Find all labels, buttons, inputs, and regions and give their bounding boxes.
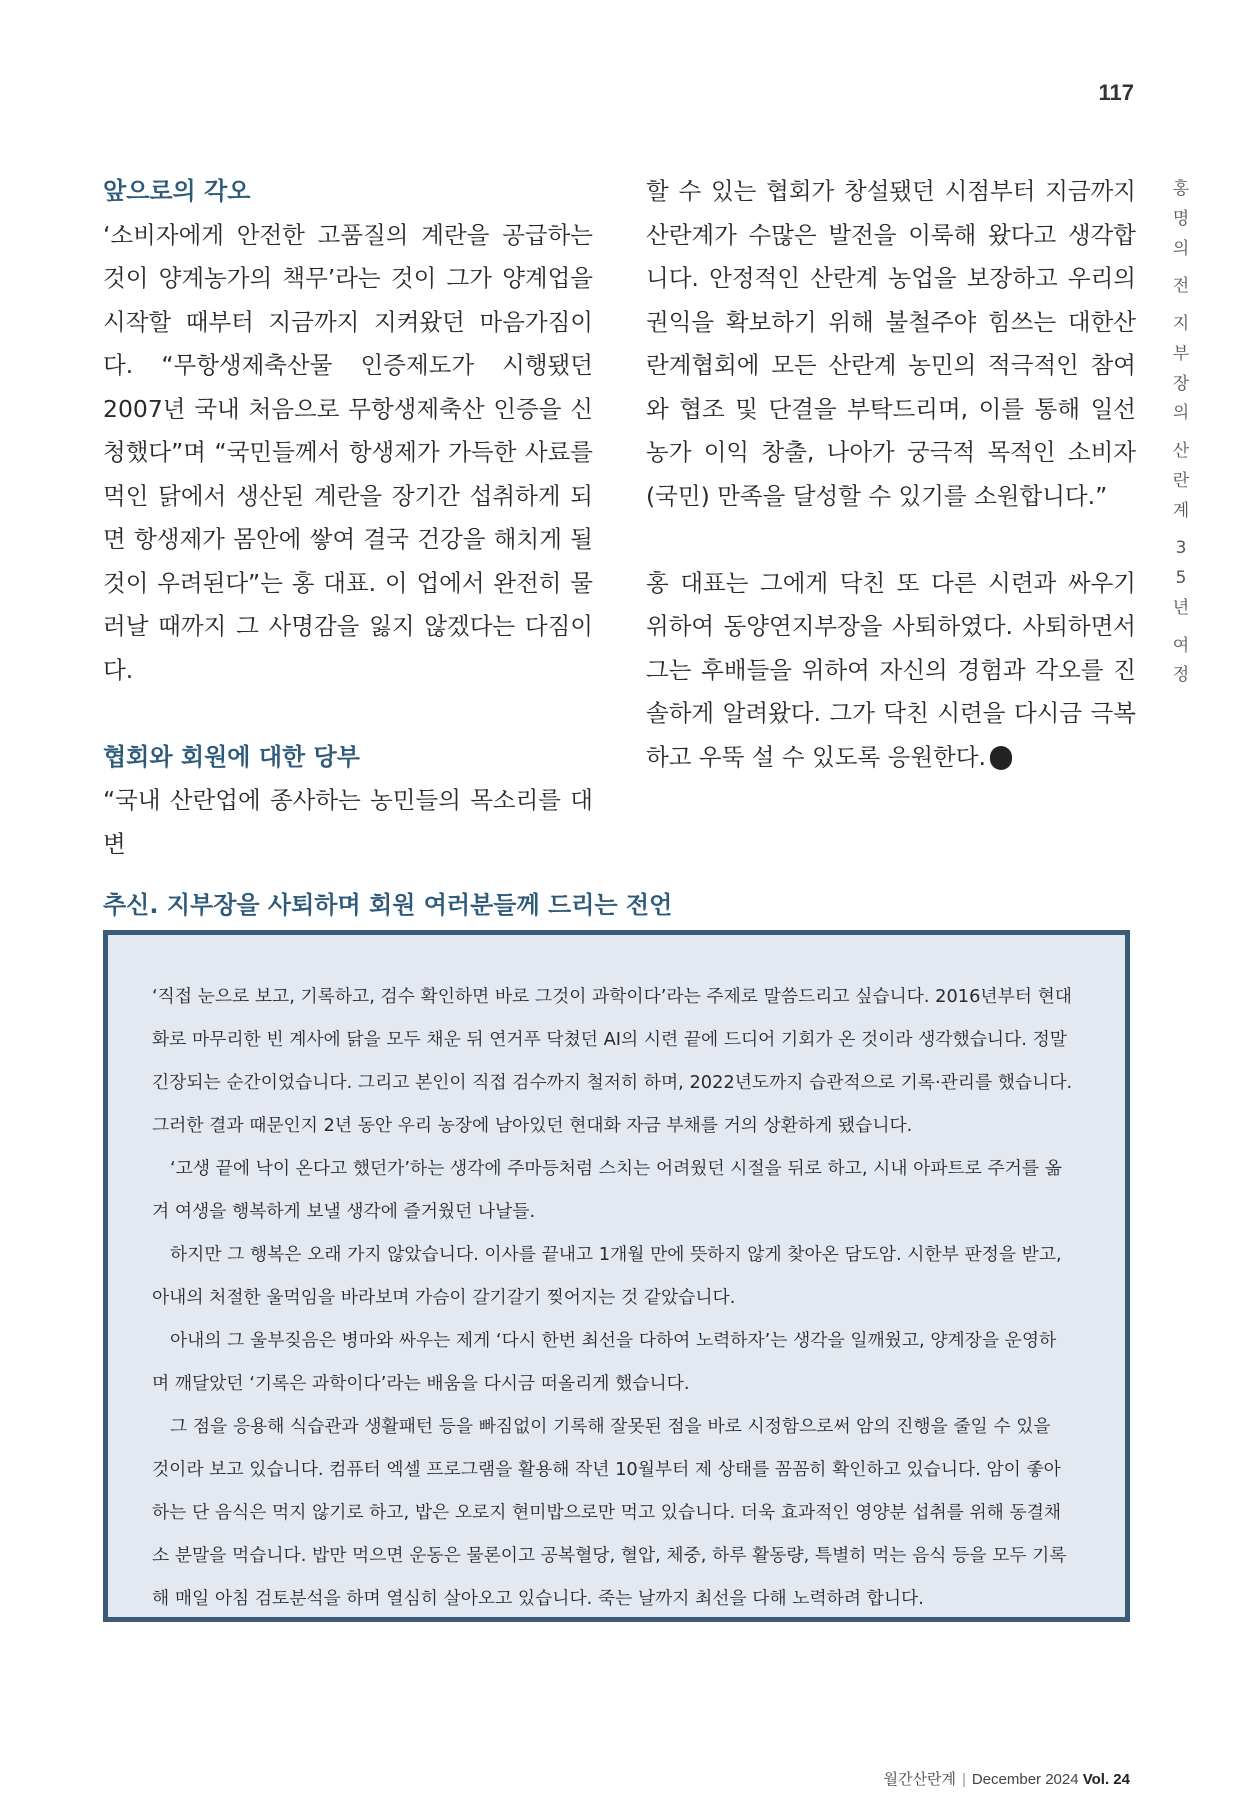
postscript-line: ‘고생 끝에 낙이 온다고 했던가’하는 생각에 주마등처럼 스치는 어려웠던 시절을 뒤로 하고, 시내 아파트로 주거를 옮 <box>170 1158 1062 1179</box>
side-title-char: 정 <box>1172 665 1190 686</box>
postscript-line: 겨 여생을 행복하게 보낼 생각에 즐거웠던 나날들. <box>152 1201 536 1222</box>
right-paragraph-2 <box>646 562 1136 780</box>
postscript-line: 아내의 처절한 울먹임을 바라보며 가슴이 갈기갈기 찢어지는 것 같았습니다. <box>152 1287 736 1308</box>
side-title-char: 명 <box>1172 208 1190 229</box>
side-title-char: 의 <box>1172 403 1190 424</box>
side-title-char: 년 <box>1172 597 1190 618</box>
side-title-char <box>1168 624 1194 632</box>
postscript-line: 해 매일 아침 검토분석을 하며 열심히 살아오고 있습니다. 죽는 날까지 최선을 다해 노력하려 합니다. <box>152 1588 924 1609</box>
postscript-line: 며 깨달았던 ‘기록은 과학이다’라는 배움을 다시금 떠올리게 했습니다. <box>152 1373 690 1394</box>
side-title-char <box>1168 526 1194 534</box>
footer-magazine: 월간산란계 <box>883 1771 956 1788</box>
right-column <box>646 170 1136 779</box>
side-title-char: 여 <box>1172 635 1190 656</box>
page-number: 117 <box>1098 80 1134 105</box>
section-body-request: “국내 산란업에 종사하는 농민들의 목소리를 대변 <box>103 786 593 858</box>
side-title-char: 란 <box>1172 470 1190 491</box>
side-title-char: 의 <box>1172 238 1190 259</box>
side-title-char <box>1168 264 1194 272</box>
postscript-line: 그 점을 응용해 식습관과 생활패턴 등을 빠짐없이 기록해 잘못된 점을 바로 시정함으로써 암의 진행을 줄일 수 있을 <box>170 1416 1051 1437</box>
end-mark-icon <box>990 746 1012 770</box>
right-paragraph-2-text: 홍 대표는 그에게 닥친 또 다른 시련과 싸우기 위하여 동양연지부장을 사퇴하였다. 사퇴하면서 그는 후배들을 위하여 자신의 경험과 각오를 진솔하게 알려왔다. 그가 닥친 시련을 다시금 극복하고 우뚝 설 수 있도록 응원한다. <box>646 568 1136 771</box>
postscript-line: 화로 마무리한 빈 계사에 닭을 모두 채운 뒤 연거푸 닥쳤던 AI의 시련 끝에 드디어 기회가 온 것이라 생각했습니다. 정말 <box>152 1029 1067 1050</box>
postscript-line: 하지만 그 행복은 오래 가지 않았습니다. 이사를 끝내고 1개월 만에 뜻하지 않게 찾아온 담도암. 시한부 판정을 받고, <box>170 1244 1062 1265</box>
postscript-line: 것이라 보고 있습니다. 컴퓨터 엑셀 프로그램을 활용해 작년 10월부터 제 상태를 꼼꼼히 확인하고 있습니다. 암이 좋아 <box>152 1459 1061 1480</box>
side-title-char: 산 <box>1172 441 1190 461</box>
footer-divider: | <box>961 1771 966 1788</box>
postscript-line: 아내의 그 울부짖음은 병마와 싸우는 제게 ‘다시 한번 최선을 다하여 노력하자’는 생각을 일깨웠고, 양계장을 운영하 <box>170 1330 1057 1351</box>
side-title-char: 지 <box>1172 314 1190 334</box>
side-title-char: 전 <box>1172 276 1190 297</box>
postscript-line: 소 분말을 먹습니다. 밥만 먹으면 운동은 물론이고 공복혈당, 혈압, 체중, 하루 활동량, 특별히 먹는 음식 등을 모두 기록 <box>152 1545 1067 1566</box>
side-title <box>1168 175 1194 691</box>
side-title-char: 장 <box>1172 373 1190 394</box>
postscript-heading: 추신. 지부장을 사퇴하며 회원 여러분들께 드리는 전언 <box>103 891 673 919</box>
side-title-char: 부 <box>1172 343 1190 364</box>
section-heading-resolution: 앞으로의 각오 <box>103 177 251 205</box>
right-paragraph-1: 할 수 있는 협회가 창설됐던 시점부터 지금까지 산란계가 수많은 발전을 이룩해 왔다고 생각합니다. 안정적인 산란계 농업을 보장하고 우리의 권익을 확보하기 위해 불철주야 힘쓰는 대한산란계협회에 모든 산란계 농민의 적극적인 참여와 협조 및 단결을 부탁드리며, 이를 통해 일선 농가 이익 창출, 나아가 궁극적 목적인 소비자(국민) 만족을 달성할 수 있기를 소원합니다.” <box>646 177 1136 510</box>
left-column <box>103 170 593 866</box>
side-title-char <box>1168 302 1194 310</box>
side-title-char: 5 <box>1175 568 1187 588</box>
section-body-resolution: ‘소비자에게 안전한 고품질의 계란을 공급하는 것이 양계농가의 책무’라는 것이 그가 양계업을 시작할 때부터 지금까지 지켜왔던 마음가짐이다. “무항생제축산물 인증제도가 시행됐던 2007년 국내 처음으로 무항생제축산 인증을 신청했다”며 “국민들께서 항생제가 가득한 사료를 먹인 닭에서 생산된 계란을 장기간 섭취하게 되면 항생제가 몸안에 쌓여 결국 건강을 해치게 될 것이 우려된다”는 홍 대표. 이 업에서 완전히 물러날 때까지 그 사명감을 잃지 않겠다는 다짐이다. <box>103 220 593 684</box>
postscript-line: 그러한 결과 때문인지 2년 동안 우리 농장에 남아있던 현대화 자금 부채를 거의 상환하게 됐습니다. <box>152 1115 913 1136</box>
footer-issue: December 2024 <box>971 1771 1079 1788</box>
side-title-char: 홍 <box>1172 179 1190 199</box>
side-title-char: 3 <box>1175 538 1187 559</box>
postscript-box <box>103 930 1130 1622</box>
postscript-line: ‘직접 눈으로 보고, 기록하고, 검수 확인하면 바로 그것이 과학이다’라는 주제로 말씀드리고 싶습니다. 2016년부터 현대 <box>152 986 1072 1007</box>
footer <box>883 1768 1130 1789</box>
footer-volume: Vol. 24 <box>1082 1771 1130 1788</box>
side-title-char: 계 <box>1172 500 1190 521</box>
postscript-line: 긴장되는 순간이었습니다. 그리고 본인이 직접 검수까지 철저히 하며, 2022년도까지 습관적으로 기록·관리를 했습니다. <box>152 1072 1073 1093</box>
side-title-char <box>1168 429 1194 437</box>
section-heading-request: 협회와 회원에 대한 당부 <box>103 742 360 771</box>
postscript-line: 하는 단 음식은 먹지 않기로 하고, 밥은 오로지 현미밥으로만 먹고 있습니다. 더욱 효과적인 영양분 섭취를 위해 동결채 <box>152 1502 1062 1523</box>
